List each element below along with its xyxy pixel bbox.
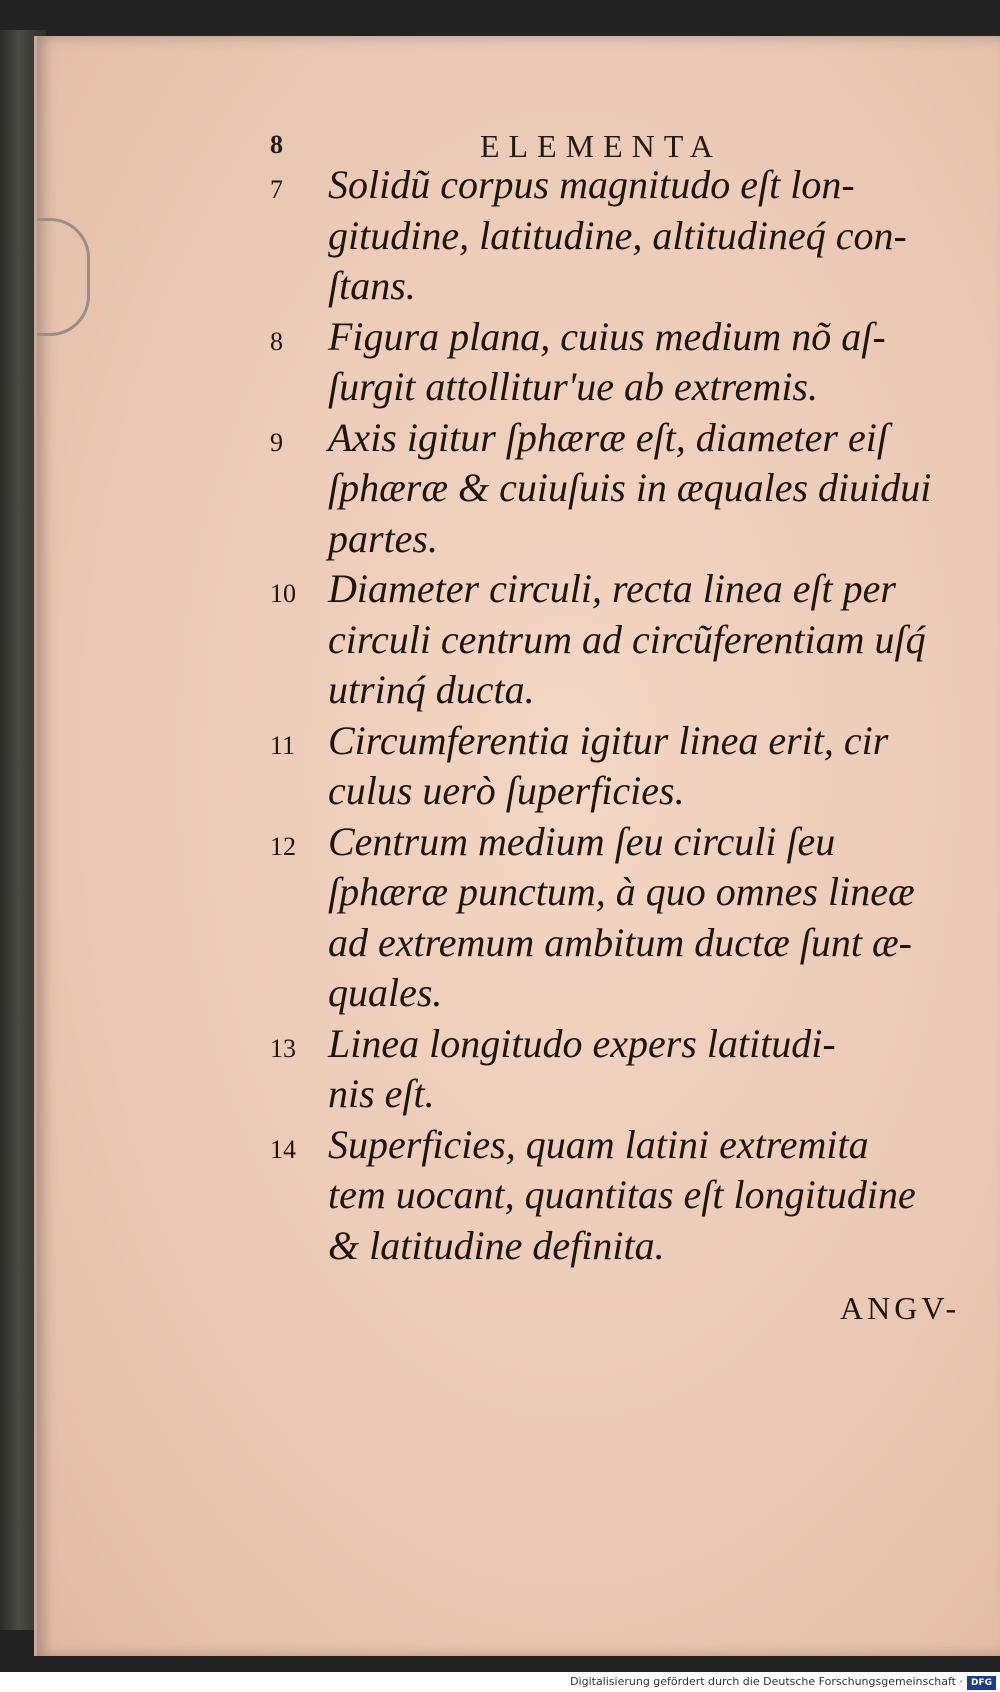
- line-text: ſphæræ punctum, à quo omnes lineæ: [328, 869, 915, 914]
- definition-number: 10: [270, 579, 296, 608]
- definition-number: 8: [270, 326, 283, 356]
- page-clip: [37, 218, 90, 336]
- line-text: partes.: [328, 515, 438, 561]
- text-line: [270, 968, 1000, 1019]
- definition-number: 9: [270, 427, 283, 457]
- line-text: ſphæræ & cuiuſuis in æquales diuidui: [328, 465, 932, 510]
- definition-number: 7: [270, 175, 283, 204]
- line-text: nis eſt.: [328, 1071, 435, 1116]
- line-text: circuli centrum ad circũferentiam uſq́: [328, 616, 926, 662]
- funding-credit: Digitalisierung gefördert durch die Deutsche Forschungsgemeinschaft ·: [570, 1675, 963, 1688]
- line-text: Circumferentia igitur linea erit, cir: [328, 717, 889, 763]
- text-body: [270, 160, 1000, 1271]
- text-line: [270, 1019, 1000, 1070]
- line-text: gitudine, latitudine, altitudineq́ con-: [328, 212, 907, 258]
- line-text: tem uocant, quantitas eſt longitudine: [328, 1172, 916, 1217]
- text-line: [270, 1069, 1000, 1120]
- line-text: quales.: [328, 970, 443, 1015]
- text-line: [270, 413, 1000, 464]
- text-line: [270, 918, 1000, 969]
- line-text: Diameter circuli, recta linea eſt per: [328, 566, 896, 611]
- definition-number: 13: [270, 1033, 296, 1063]
- footer: [0, 1672, 1000, 1692]
- text-line: [270, 716, 1000, 767]
- definition-number: 14: [270, 1134, 296, 1164]
- text-line: [270, 665, 1000, 716]
- text-line: [270, 817, 1000, 868]
- line-text: & latitudine definita.: [328, 1222, 665, 1268]
- text-line: [270, 160, 1000, 211]
- text-line: [270, 514, 1000, 565]
- line-text: utrinq́ ducta.: [328, 667, 535, 712]
- page-number: 8: [270, 130, 283, 159]
- running-head: ELEMENTA: [480, 128, 722, 164]
- text-line: [270, 312, 1000, 363]
- line-text: Axis igitur ſphæræ eſt, diameter eiſ: [328, 414, 888, 460]
- line-text: Superficies, quam latini extremita: [328, 1121, 869, 1167]
- catchword: ANGV-: [840, 1290, 961, 1326]
- line-text: Figura plana, cuius medium nõ aſ-: [328, 313, 886, 359]
- text-line: [270, 463, 1000, 514]
- line-text: ad extremum ambitum ductæ ſunt æ-: [328, 919, 913, 965]
- text-line: [270, 261, 1000, 312]
- text-line: [270, 867, 1000, 918]
- definition-number: 12: [270, 831, 296, 861]
- text-line: [270, 766, 1000, 817]
- text-line: [270, 1120, 1000, 1171]
- text-line: [270, 211, 1000, 262]
- line-text: Centrum medium ſeu circuli ſeu: [328, 818, 836, 864]
- text-line: [270, 615, 1000, 666]
- text-line: [270, 1170, 1000, 1221]
- line-text: Solidũ corpus magnitudo eſt lon-: [328, 162, 855, 207]
- definition-number: 11: [270, 730, 296, 760]
- text-line: [270, 362, 1000, 413]
- text-line: [270, 1221, 1000, 1272]
- line-text: ſtans.: [328, 263, 416, 308]
- line-text: culus uerò ſuperficies.: [328, 768, 685, 813]
- line-text: Linea longitudo expers latitudi-: [328, 1020, 836, 1066]
- dfg-logo: DFG: [967, 1676, 996, 1690]
- text-line: [270, 564, 1000, 615]
- line-text: ſurgit attollitur'ue ab extremis.: [328, 364, 818, 409]
